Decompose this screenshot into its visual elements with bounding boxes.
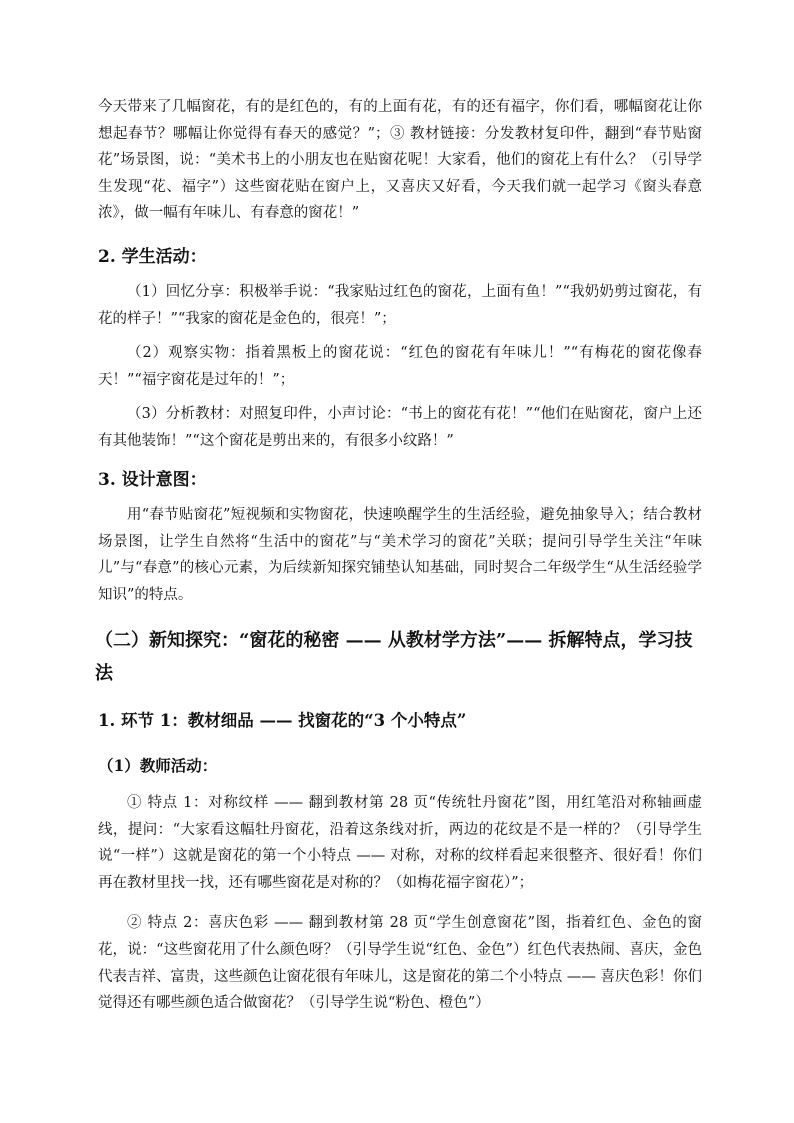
list-item: ① 特点 1：对称纹样 —— 翻到教材第 28 页“传统牡丹窗花”图，用红笔沿对称轴画虚线，提问：“大家看这幅牡丹窗花，沿着这条线对折，两边的花纹是不是一样的？（引导学生说“一样”）这就是窗花的第一个小特点 —— 对称，对称的纹样看起来很整齐、很好看！你们再在教材里找一找，还有哪些窗花是对称的？（如梅花福字窗花）”；	[98, 795, 702, 891]
list-item: （1）回忆分享：积极举手说：“我家贴过红色的窗花，上面有鱼！”“我奶奶剪过窗花，有花的样子！”“我家的窗花是金色的，很亮！”；	[98, 284, 702, 327]
intro-block	[98, 94, 702, 227]
design-intent-block	[98, 502, 702, 608]
teacher-heading-block	[98, 753, 702, 779]
subsection-heading: （1）教师活动：	[98, 756, 218, 775]
section2-heading-block	[98, 244, 702, 270]
student-activities-list	[98, 279, 702, 455]
part-heading: （二）新知探究：“窗花的秘密 —— 从教材学方法”—— 拆解特点，学习技法	[95, 630, 693, 684]
step1-heading-block	[98, 708, 702, 734]
section-heading: 3. 设计意图：	[98, 470, 207, 490]
step-heading: 1. 环节 1：教材细品 —— 找窗花的“3 个小特点”	[98, 711, 467, 730]
list-item: （3）分析教材：对照复印件，小声讨论：“书上的窗花有花！”“他们在贴窗花，窗户上还有其他装饰！”“这个窗花是剪出来的，有很多小纹路！”	[98, 406, 702, 449]
part2-heading-block	[95, 624, 705, 690]
section-heading: 2. 学生活动：	[98, 247, 207, 267]
section3-heading-block	[98, 467, 702, 493]
design-intent-paragraph: 用“春节贴窗花”短视频和实物窗花，快速唤醒学生的生活经验，避免抽象导入；结合教材场景图，让学生自然将“生活中的窗花”与“美术学习的窗花”关联；提问引导学生关注“年味儿”与“春意”的核心元素，为后续新知探究铺垫认知基础，同时契合二年级学生“从生活经验学知识”的特点。	[98, 507, 702, 603]
list-item: （2）观察实物：指着黑板上的窗花说：“红色的窗花有年味儿！”“有梅花的窗花像春天！”“福字窗花是过年的！”；	[98, 345, 702, 388]
intro-paragraph: 今天带来了几幅窗花，有的是红色的，有的上面有花，有的还有福字，你们看，哪幅窗花让你想起春节？哪幅让你觉得有春天的感觉？”；③ 教材链接：分发教材复印件，翻到“春节贴窗花”场景图，说：“美术书上的小朋友也在贴窗花呢！大家看，他们的窗花上有什么？（引导学生发现“花、福字”）这些窗花贴在窗户上，又喜庆又好看，今天我们就一起学习《窗头春意浓》，做一幅有年味儿、有春意的窗花！”	[98, 99, 702, 222]
teacher-activities-list	[98, 790, 702, 1017]
list-item: ② 特点 2：喜庆色彩 —— 翻到教材第 28 页“学生创意窗花”图，指着红色、金色的窗花，说：“这些窗花用了什么颜色呀？（引导学生说“红色、金色”）红色代表热闹、喜庆，金色代表吉祥、富贵，这些颜色让窗花很有年味儿，这是窗花的第二个小特点 —— 喜庆色彩！你们觉得还有哪些颜色适合做窗花？（引导学生说“粉色、橙色”）	[98, 915, 702, 1012]
